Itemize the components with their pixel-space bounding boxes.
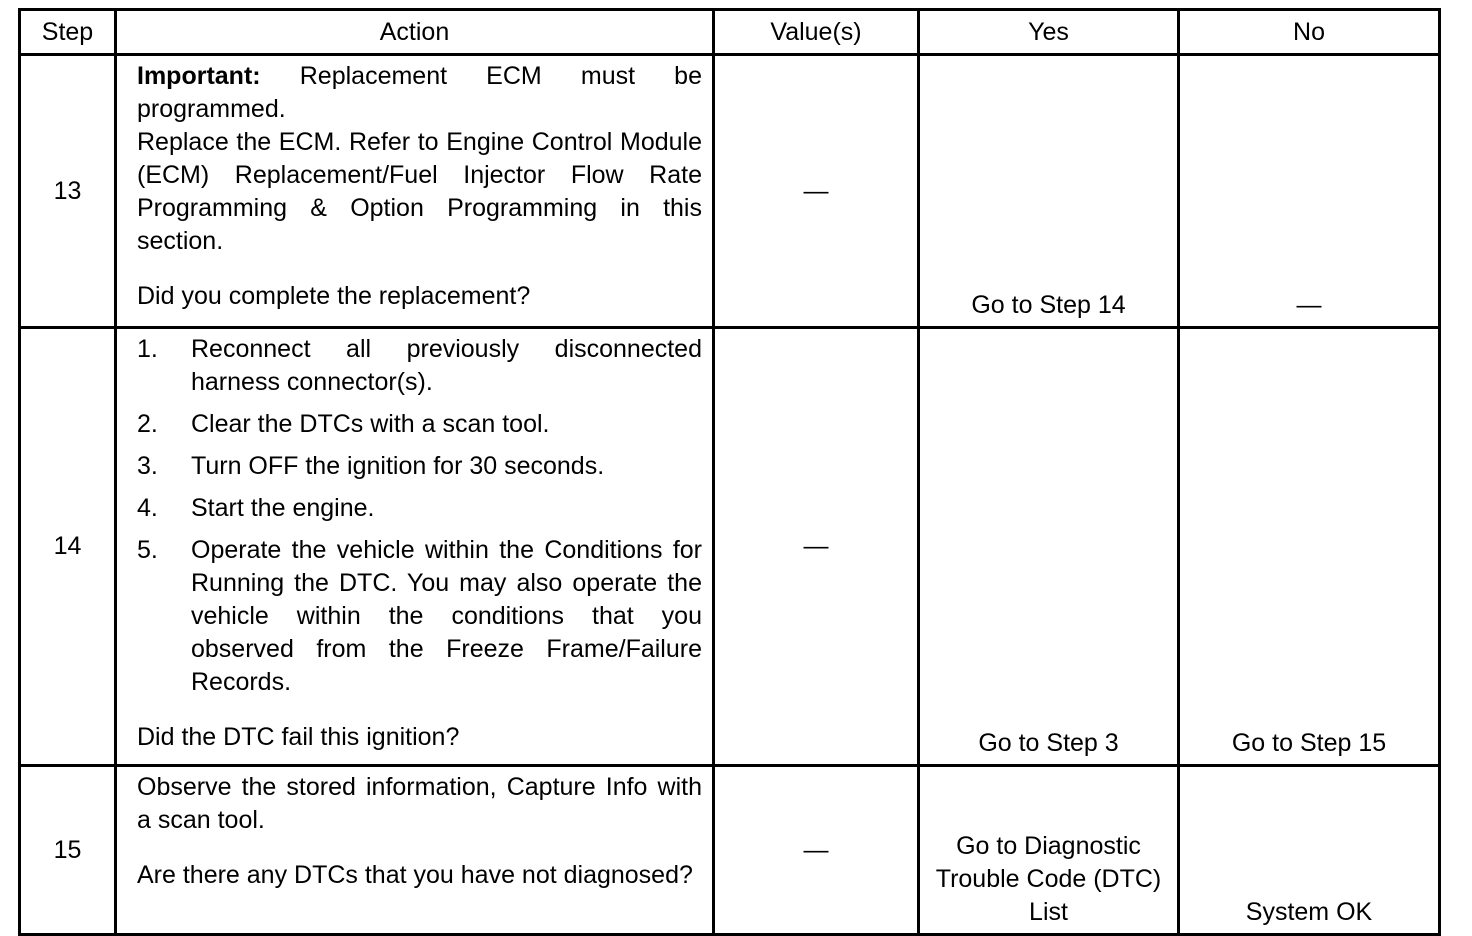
- step-yes-result: Go to Step 3: [919, 328, 1179, 766]
- important-note: [137, 60, 702, 126]
- list-item-number: 4.: [137, 494, 158, 522]
- list-item-text: Start the engine.: [191, 494, 375, 522]
- step-action: [116, 55, 714, 328]
- header-yes: Yes: [919, 10, 1179, 55]
- diagnostic-steps-table: [18, 8, 1441, 936]
- action-question: Are there any DTCs that you have not diagnosed?: [137, 861, 693, 889]
- step-value: —: [714, 766, 919, 935]
- list-item-number: 1.: [137, 335, 158, 363]
- header-values: Value(s): [714, 10, 919, 55]
- header-step: Step: [20, 10, 116, 55]
- list-item-text: Turn OFF the ignition for 30 seconds.: [191, 452, 605, 480]
- list-item: [137, 450, 702, 483]
- step-number: 14: [20, 328, 116, 766]
- table-row: [20, 328, 1440, 766]
- step-action: [116, 328, 714, 766]
- step-yes-result: Go to Step 14: [919, 55, 1179, 328]
- step-no-result: System OK: [1179, 766, 1440, 935]
- step-value: —: [714, 328, 919, 766]
- step-yes-result: Go to Diagnostic Trouble Code (DTC) List: [919, 766, 1179, 935]
- header-action: Action: [116, 10, 714, 55]
- table-header-row: [20, 10, 1440, 55]
- list-item: [137, 492, 702, 525]
- step-value: —: [714, 55, 919, 328]
- action-list: [137, 333, 702, 699]
- action-text: Replace the ECM. Refer to Engine Control Module (ECM) Replacement/Fuel Injector Flow Rate Programming & Option Programming in this section.: [137, 128, 702, 255]
- step-number: 15: [20, 766, 116, 935]
- list-item-number: 2.: [137, 410, 158, 438]
- list-item-text: Clear the DTCs with a scan tool.: [191, 410, 550, 438]
- list-item: [137, 333, 702, 399]
- list-item: [137, 534, 702, 699]
- table-row: [20, 766, 1440, 935]
- list-item: [137, 408, 702, 441]
- list-item-text: Operate the vehicle within the Conditions for Running the DTC. You may also operate the vehicle within the conditions that you observed from the Freeze Frame/Failure Records.: [191, 536, 702, 696]
- table-row: [20, 55, 1440, 328]
- action-text: Observe the stored information, Capture Info with a scan tool.: [137, 773, 702, 834]
- list-item-text: Reconnect all previously disconnected harness connector(s).: [191, 335, 702, 396]
- step-action: [116, 766, 714, 935]
- list-item-number: 5.: [137, 536, 158, 564]
- header-no: No: [1179, 10, 1440, 55]
- list-item-number: 3.: [137, 452, 158, 480]
- step-no-result: Go to Step 15: [1179, 328, 1440, 766]
- step-no-result: —: [1179, 55, 1440, 328]
- important-text: Replacement ECM must be programmed.: [137, 62, 702, 123]
- step-number: 13: [20, 55, 116, 328]
- action-question: Did you complete the replacement?: [137, 282, 531, 310]
- important-label: Important:: [137, 62, 261, 90]
- action-question: Did the DTC fail this ignition?: [137, 723, 460, 751]
